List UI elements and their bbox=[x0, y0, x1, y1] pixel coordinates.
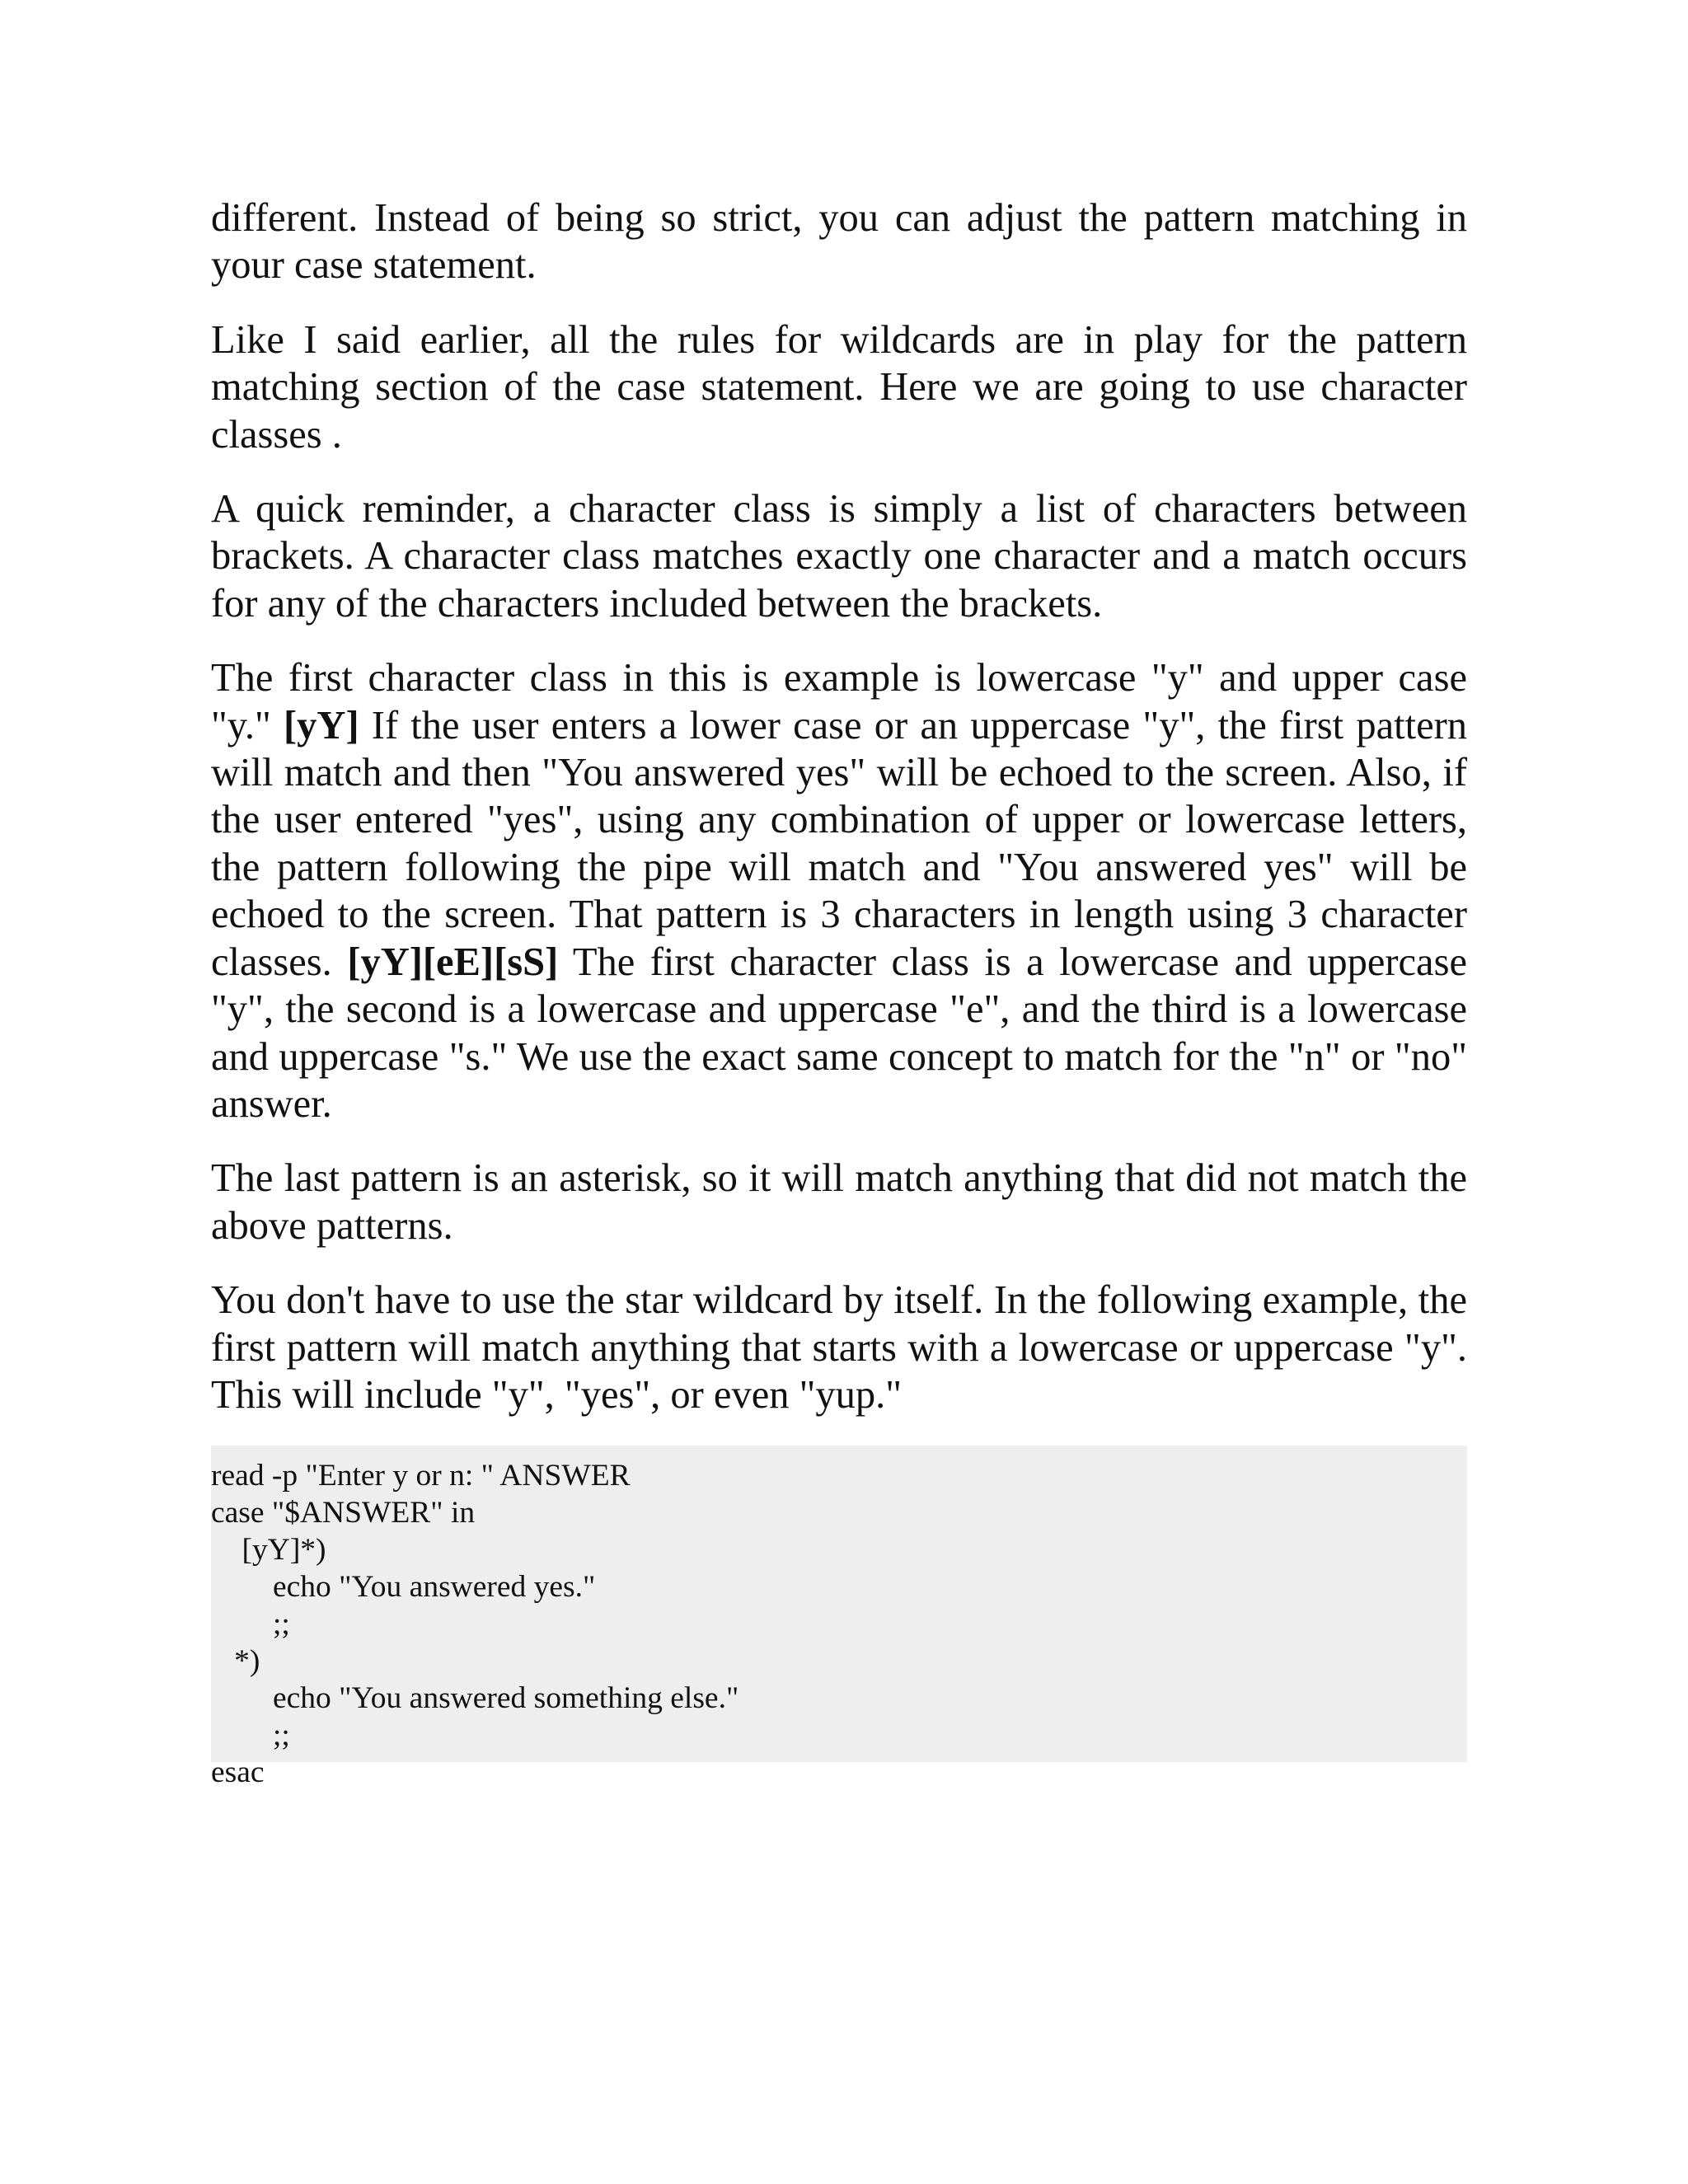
paragraph bbox=[211, 316, 1467, 458]
paragraph bbox=[211, 1277, 1467, 1418]
paragraph-text: Like I said earlier, all the rules for wildcards are in play for the pattern matching section of the case statement. Here we are going to use character classes . bbox=[211, 317, 1467, 457]
code-line: ;; bbox=[211, 1718, 290, 1753]
code-block bbox=[211, 1446, 1467, 1790]
code-line: ;; bbox=[211, 1607, 290, 1642]
code-line: read -p "Enter y or n: " ANSWER bbox=[211, 1459, 631, 1493]
paragraph bbox=[211, 485, 1467, 627]
bold-code-pattern: [yY][eE][sS] bbox=[347, 940, 559, 984]
bold-code-pattern: [yY] bbox=[284, 703, 359, 748]
code-line: echo "You answered something else." bbox=[211, 1681, 739, 1716]
code-line: esac bbox=[211, 1755, 265, 1790]
paragraph-text: The first character class is a lowercase and uppercase "y", the second is a lowercase and uppercase "e", and the third is a lowercase and uppercase "s." We use the exact same concept to match for the "n" or "no" answer. bbox=[211, 940, 1467, 1126]
code-line: echo "You answered yes." bbox=[211, 1570, 596, 1605]
paragraph-text: If the user enters a lower case or an uppercase "y", the first pattern will match and then "You answered yes" will be echoed to the screen. Also, if the user entered "yes", using any combination of upper or lowercase letters, the pattern following the pipe will match and "You answered yes" will be echoed to the screen. That pattern is 3 characters in length using 3 character classes. bbox=[211, 703, 1467, 984]
code-line: *) bbox=[211, 1644, 260, 1679]
paragraph-text: The first character class in this is example is lowercase "y" and upper case "y." bbox=[211, 656, 1467, 748]
paragraph-text: You don't have to use the star wildcard by itself. In the following example, the first pattern will match anything that starts with a lowercase or uppercase "y". This will include "y", "yes", or even "yup." bbox=[211, 1278, 1467, 1417]
paragraph-text: different. Instead of being so strict, you can adjust the pattern matching in your case statement. bbox=[211, 196, 1467, 288]
paragraph bbox=[211, 654, 1467, 1127]
paragraph bbox=[211, 194, 1467, 289]
code-line: [yY]*) bbox=[211, 1533, 326, 1568]
body-text bbox=[211, 194, 1467, 1418]
paragraph bbox=[211, 1155, 1467, 1249]
paragraph-text: A quick reminder, a character class is simply a list of characters between brackets. A character class matches exactly one character and a match occurs for any of the characters included between the brackets. bbox=[211, 487, 1467, 626]
paragraph-text: The last pattern is an asterisk, so it will match anything that did not match the above patterns. bbox=[211, 1156, 1467, 1248]
code-line: case "$ANSWER" in bbox=[211, 1496, 476, 1530]
document-page bbox=[211, 194, 1467, 1790]
